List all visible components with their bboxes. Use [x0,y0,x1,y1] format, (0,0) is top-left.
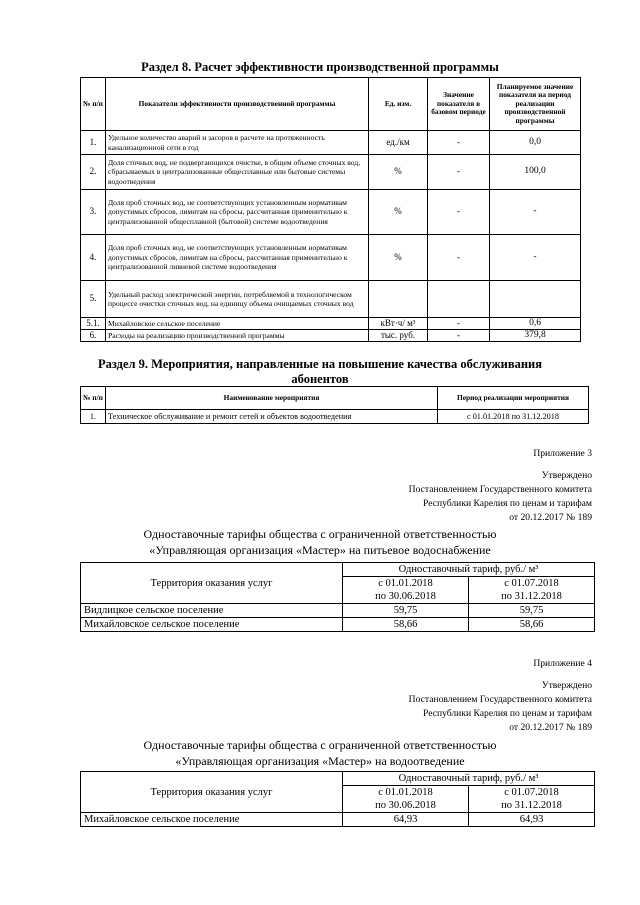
header-period-1 [343,786,469,813]
row-tariff-1: 59,75 [343,604,469,618]
row-base: - [428,235,490,281]
period-end: по 30.06.2018 [375,800,436,811]
period-start: с 01.07.2018 [504,578,559,589]
table-row [81,281,581,318]
row-num: 1. [81,131,106,155]
appendix4-title [0,737,640,769]
header-period-2 [469,577,595,604]
row-indicator: Доля проб сточных вод, не соответствующих установленным нормативам допустимых сбросов, лимитам на сбросы, рассчитанная применительно к централизованной общесплавной (бытовой) системе водоотведения [106,190,369,235]
approved-label: Утверждено [541,470,592,481]
header-tariff: Одноставочный тариф, руб./ м³ [343,772,595,786]
row-unit: % [369,155,428,190]
header-indicator: Показатели эффективности производственной программы [106,78,369,131]
period-end: по 30.06.2018 [375,591,436,602]
period-start: с 01.07.2018 [504,787,559,798]
row-num: 6. [81,330,106,342]
appendix3-header [272,447,592,525]
row-unit: % [369,190,428,235]
appendix3-tariff-table [80,562,595,632]
decree-line: Республики Карелия по ценам и тарифам [422,498,592,509]
row-period: с 01.01.2018 по 31.12.2018 [438,410,589,424]
appendix3-title [0,526,640,558]
title-line: «Управляющая организация «Мастер» на питьевое водоснабжение [149,543,491,557]
decree-date: от 20.12.2017 № 189 [509,722,592,733]
row-planned: 0,6 [490,318,581,330]
decree-date: от 20.12.2017 № 189 [509,512,592,523]
row-tariff-2: 64,93 [469,813,595,827]
row-base [428,281,490,318]
header-period: Период реализации мероприятия [438,387,589,410]
row-base: - [428,318,490,330]
row-indicator: Удельное количество аварий и засоров в расчете на протяженность канализационной сети в год [106,131,369,155]
table-row [81,813,595,827]
row-unit: ед./км [369,131,428,155]
row-num: 4. [81,235,106,281]
row-planned [490,281,581,318]
title-line: «Управляющая организация «Мастер» на водоотведение [175,754,465,768]
row-base: - [428,330,490,342]
row-territory: Михайловское сельское поселение [81,813,343,827]
row-planned: - [490,190,581,235]
row-name: Техническое обслуживание и ремонт сетей и объектов водоотведения [106,410,438,424]
decree-line: Постановлением Государственного комитета [408,694,592,705]
row-base: - [428,190,490,235]
row-indicator: Михайловское сельское поселение [106,318,369,330]
row-tariff-1: 58,66 [343,618,469,632]
row-num: 5.1. [81,318,106,330]
section8-table [80,77,581,342]
table-row [81,235,581,281]
approved-label: Утверждено [541,680,592,691]
section8-title: Раздел 8. Расчет эффективности производственной программы [141,60,499,74]
row-num: 5. [81,281,106,318]
appendix4-tariff-table [80,771,595,827]
row-planned: 100,0 [490,155,581,190]
header-base: Значение показателя в базовом периоде [428,78,490,131]
row-tariff-1: 64,93 [343,813,469,827]
row-indicator: Удельный расход электрической энергии, потребляемой в технологическом процессе очистки сточных вод, на единицу объема очищаемых сточных вод [106,281,369,318]
appendix4-header [272,657,592,735]
period-end: по 31.12.2018 [501,800,562,811]
table-row [81,190,581,235]
header-planned: Планируемое значение показателя на период реализации производственной программы [490,78,581,131]
table-row [81,318,581,330]
table-row [81,618,595,632]
header-period-1 [343,577,469,604]
row-unit: кВт·ч/ м³ [369,318,428,330]
header-num: № п/п [81,78,106,131]
row-territory: Видлицкое сельское поселение [81,604,343,618]
row-indicator: Расходы на реализацию производственной программы [106,330,369,342]
row-tariff-2: 59,75 [469,604,595,618]
appendix-label: Приложение 4 [533,658,592,669]
row-base: - [428,131,490,155]
title-line: Одноставочные тарифы общества с ограниченной ответственностью [143,527,497,541]
decree-line: Постановлением Государственного комитета [408,484,592,495]
row-unit: тыс. руб. [369,330,428,342]
table-row [81,131,581,155]
header-period-2 [469,786,595,813]
header-name: Наименование мероприятия [106,387,438,410]
period-end: по 31.12.2018 [501,591,562,602]
table-row [81,330,581,342]
row-unit [369,281,428,318]
period-start: с 01.01.2018 [378,578,433,589]
row-base: - [428,155,490,190]
table-header-row [81,78,581,131]
row-planned: 379,8 [490,330,581,342]
header-territory: Территория оказания услуг [81,563,343,604]
row-planned: 0,0 [490,131,581,155]
row-indicator: Доля сточных вод, не подвергающихся очистке, в общем объеме сточных вод, сбрасываемых в централизованные общесплавные или бытовые системы водоотведения [106,155,369,190]
decree-line: Республики Карелия по ценам и тарифам [422,708,592,719]
row-tariff-2: 58,66 [469,618,595,632]
period-start: с 01.01.2018 [378,787,433,798]
section9-table [80,386,589,424]
row-num: 3. [81,190,106,235]
header-tariff: Одноставочный тариф, руб./ м³ [343,563,595,577]
title-line: Одноставочные тарифы общества с ограниченной ответственностью [143,738,497,752]
row-planned: - [490,235,581,281]
row-num: 1. [81,410,106,424]
table-header-row [81,563,595,577]
row-indicator: Доля проб сточных вод, не соответствующих установленным нормативам допустимых сбросов, лимитам на сбросы, рассчитанная применительно к централизованной ливневой системе водоотведения [106,235,369,281]
section9-title: Раздел 9. Мероприятия, направленные на повышение качества обслуживания [97,357,543,371]
header-num: № п/п [81,387,106,410]
table-header-row [81,387,589,410]
section9-title-cont: абонентов [291,372,349,386]
table-row [81,155,581,190]
header-territory: Территория оказания услуг [81,772,343,813]
table-header-row [81,772,595,786]
row-unit: % [369,235,428,281]
header-unit: Ед. изм. [369,78,428,131]
table-row [81,604,595,618]
row-territory: Михайловское сельское поселение [81,618,343,632]
appendix-label: Приложение 3 [533,448,592,459]
row-num: 2. [81,155,106,190]
table-row [81,410,589,424]
